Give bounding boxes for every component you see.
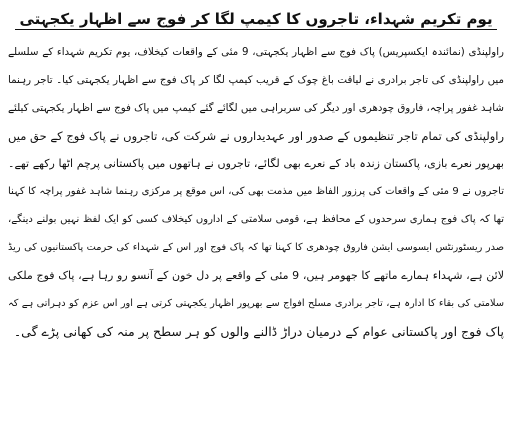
body-line: پاک فوج اور پاکستانی عوام کے درمیان دراڑ ڈالنے والوں کو ہر سطح پر منہ کی کھانی پڑے گی۔ (13, 324, 504, 339)
body-line: بھرپور نعرے بازی، پاکستان زندہ باد کے نعرے بھی لگائے، تاجروں نے ہاتھوں میں پاکستانی پرچم اٹھا رکھے تھے۔ (8, 157, 504, 170)
body-line: تاجروں نے 9 مئی کے واقعات کی پرزور الفاظ میں مذمت بھی کی، اس موقع پر مرکزی رہنما شاہد غفور پراچہ کا کہنا (8, 186, 504, 197)
article-headline: یوم تکریم شہداء، تاجروں کا کیمپ لگا کر فوج سے اظہار یکجہتی (15, 8, 496, 30)
body-line: سلامتی کی بقاء کا ادارہ ہے، تاجر برادری مسلح افواج سے بھرپور اظہار یکجہتی کرتی ہے اور اس عزم کو دہراتی ہے کہ (8, 298, 504, 309)
headline-container (0, 0, 512, 30)
body-line: لائن ہے، شہداء ہمارے ماتھے کا جھومر ہیں، 9 مئی کے واقعے پر دل خون کے آنسو رو رہا ہے، پاک فوج ملکی (8, 269, 504, 282)
body-line: صدر ریسٹورنٹس ایسوسی ایشن فاروق چودھری کا کہنا تھا کہ پاک فوج اور اس کے شہداء کی حرمت پاکستانیوں کی ریڈ (8, 242, 504, 253)
body-line: راولپنڈی (نمائندہ ایکسپریس) پاک فوج سے اظہار یکجہتی، 9 مئی کے واقعات کیخلاف، یوم تکریم شہداء کے سلسلے (8, 46, 504, 58)
article-body (8, 38, 504, 346)
body-line: میں راولپنڈی کی تاجر برادری نے لیاقت باغ چوک کے قریب کیمپ لگا کر پاک فوج سے اظہار یکجہتی کیا۔ تاجر رہنما (8, 74, 504, 86)
body-line: تھا کہ پاک فوج ہماری سرحدوں کے محافظ ہے، قومی سلامتی کے اداروں کیخلاف کسی کو ایک لفظ نہیں بولنے دینگے، (8, 214, 504, 225)
body-line: شاہد غفور پراچہ، فاروق چودھری اور دیگر کی سربراہی میں لگائے گئے کیمپ میں پاک فوج سے اظہار یکجہتی کیلئے (8, 102, 504, 114)
body-line: راولپنڈی کی تمام تاجر تنظیموں کے صدور اور عہدیداروں نے شرکت کی، تاجروں نے پاک فوج کے حق میں (8, 129, 504, 143)
